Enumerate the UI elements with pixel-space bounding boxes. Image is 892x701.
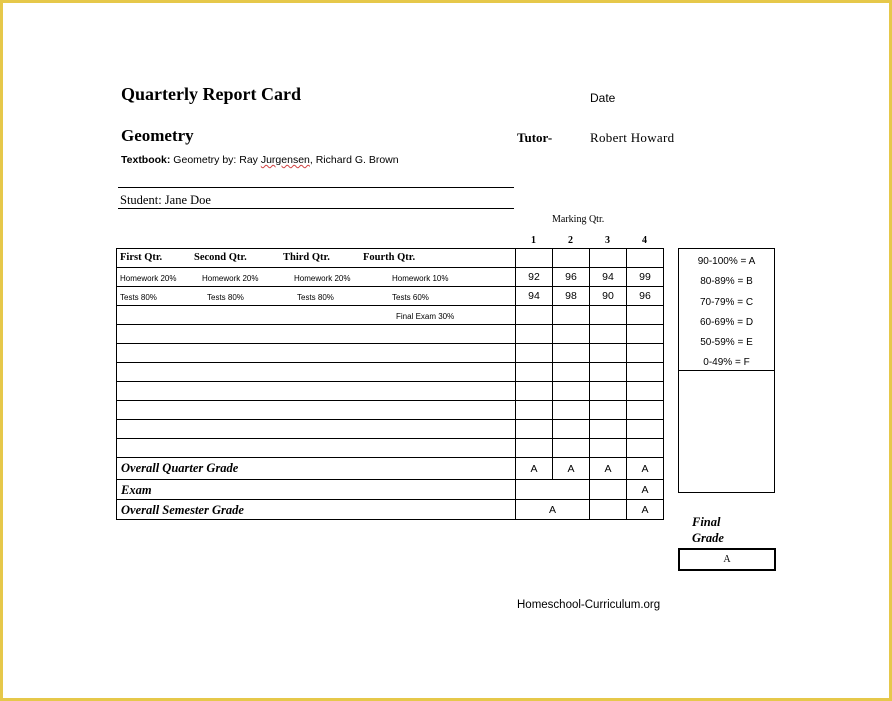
header-second-qtr: Second Qtr. <box>194 252 247 263</box>
scale-a: 90-100% = A <box>697 256 756 267</box>
homework-score-q1: 92 <box>516 268 553 287</box>
score-cell <box>627 249 664 268</box>
semester-q3 <box>590 500 627 520</box>
tests-score-q4: 96 <box>627 287 664 306</box>
table-row <box>117 420 664 439</box>
tests-weight-2: Tests 80% <box>207 293 244 302</box>
homework-weight-3: Homework 20% <box>294 274 351 283</box>
empty-cell <box>117 382 516 401</box>
score-cell <box>553 306 590 325</box>
score-cell <box>553 401 590 420</box>
tutor-label: Tutor- <box>517 130 553 145</box>
scale-divider <box>679 370 774 371</box>
semester-q4: A <box>627 500 664 520</box>
overall-quarter-q4: A <box>627 458 664 480</box>
textbook-pre: Geometry by: Ray <box>170 154 261 166</box>
score-cell <box>590 344 627 363</box>
homework-weight-4: Homework 10% <box>392 274 449 283</box>
homework-score-q4: 99 <box>627 268 664 287</box>
exam-label: Exam <box>121 483 152 497</box>
score-cell <box>590 306 627 325</box>
table-row <box>117 249 664 268</box>
footer-site: Homeschool-Curriculum.org <box>517 599 661 611</box>
tests-weight-3: Tests 80% <box>297 293 334 302</box>
tests-score-q1: 94 <box>516 287 553 306</box>
score-cell <box>516 363 553 382</box>
overall-quarter-q1: A <box>516 458 553 480</box>
score-cell <box>590 325 627 344</box>
final-exam-weight-cell <box>117 306 516 325</box>
exam-q1-q2 <box>516 480 590 500</box>
table-row <box>117 306 664 325</box>
empty-cell <box>117 325 516 344</box>
tests-weight-4: Tests 60% <box>392 293 429 302</box>
score-cell <box>553 344 590 363</box>
final-grade-value: A <box>678 548 776 571</box>
subject-title: Geometry <box>121 126 194 145</box>
score-cell <box>516 325 553 344</box>
table-row <box>117 439 664 458</box>
score-cell <box>590 382 627 401</box>
tests-weights <box>117 287 516 306</box>
empty-cell <box>117 401 516 420</box>
score-cell <box>553 382 590 401</box>
textbook-post: , Richard G. Brown <box>309 154 399 166</box>
empty-cell <box>117 439 516 458</box>
textbook-label: Textbook: <box>121 154 171 166</box>
table-row <box>117 268 664 287</box>
homework-score-q2: 96 <box>553 268 590 287</box>
marking-quarter-label: Marking Qtr. <box>552 214 605 225</box>
homework-weight-2: Homework 20% <box>202 274 259 283</box>
score-cell <box>516 344 553 363</box>
final-grade-label-line2: Grade <box>692 531 724 545</box>
homework-weights <box>117 268 516 287</box>
tests-weight-1: Tests 80% <box>120 293 157 302</box>
overall-quarter-label-cell <box>117 458 516 480</box>
score-cell <box>590 363 627 382</box>
header-fourth-qtr: Fourth Qtr. <box>363 252 416 263</box>
score-cell <box>553 325 590 344</box>
score-cell <box>590 439 627 458</box>
table-row <box>117 344 664 363</box>
empty-cell <box>117 420 516 439</box>
quarter-headers <box>117 249 516 268</box>
tutor-name: Robert Howard <box>590 130 675 145</box>
score-cell <box>590 401 627 420</box>
score-cell <box>553 439 590 458</box>
quarter-number-1: 1 <box>531 235 536 246</box>
scale-e: 50-59% = E <box>700 337 753 348</box>
grading-scale <box>678 248 775 493</box>
exam-label-cell <box>117 480 516 500</box>
score-cell <box>627 382 664 401</box>
final-grade-label-line1: Final <box>692 515 721 529</box>
exam-q4: A <box>627 480 664 500</box>
score-cell <box>627 401 664 420</box>
score-cell <box>516 249 553 268</box>
score-cell <box>553 420 590 439</box>
date-label: Date <box>590 91 616 105</box>
table-row <box>117 325 664 344</box>
empty-cell <box>117 344 516 363</box>
report-title: Quarterly Report Card <box>121 84 301 104</box>
semester-q1-q2: A <box>516 500 590 520</box>
quarter-number-3: 3 <box>605 235 610 246</box>
textbook-author-misspelled: Jurgensen <box>260 154 310 166</box>
homework-weight-1: Homework 20% <box>120 274 177 283</box>
textbook-line <box>121 154 399 166</box>
divider-student <box>118 208 514 209</box>
semester-label: Overall Semester Grade <box>121 503 244 517</box>
table-row <box>117 458 664 480</box>
score-cell <box>627 344 664 363</box>
empty-cell <box>117 363 516 382</box>
score-cell <box>516 382 553 401</box>
overall-quarter-q2: A <box>553 458 590 480</box>
overall-quarter-label: Overall Quarter Grade <box>121 461 239 475</box>
score-cell <box>553 363 590 382</box>
quarter-number-4: 4 <box>642 235 647 246</box>
score-cell <box>627 363 664 382</box>
score-cell <box>627 306 664 325</box>
score-cell <box>553 249 590 268</box>
homework-score-q3: 94 <box>590 268 627 287</box>
score-cell <box>516 439 553 458</box>
semester-label-cell <box>117 500 516 520</box>
score-cell <box>516 401 553 420</box>
score-cell <box>627 325 664 344</box>
table-row <box>117 382 664 401</box>
scale-d: 60-69% = D <box>699 317 754 328</box>
divider-top <box>118 187 514 188</box>
header-first-qtr: First Qtr. <box>120 252 163 263</box>
scale-c: 70-79% = C <box>699 297 754 308</box>
score-cell <box>516 420 553 439</box>
student-name: Student: Jane Doe <box>120 193 211 207</box>
table-row <box>117 363 664 382</box>
final-grade-label <box>692 514 724 546</box>
scale-f: 0-49% = F <box>703 357 750 368</box>
score-cell <box>590 249 627 268</box>
score-cell <box>627 420 664 439</box>
table-row <box>117 287 664 306</box>
table-row <box>117 500 664 520</box>
final-exam-weight: Final Exam 30% <box>396 312 455 321</box>
exam-q3 <box>590 480 627 500</box>
overall-quarter-q3: A <box>590 458 627 480</box>
header-third-qtr: Third Qtr. <box>283 252 330 263</box>
table-row <box>117 480 664 500</box>
grades-table <box>116 248 664 520</box>
tests-score-q2: 98 <box>553 287 590 306</box>
table-row <box>117 401 664 420</box>
tests-score-q3: 90 <box>590 287 627 306</box>
score-cell <box>516 306 553 325</box>
scale-b: 80-89% = B <box>700 276 753 287</box>
quarter-number-2: 2 <box>568 235 573 246</box>
score-cell <box>590 420 627 439</box>
score-cell <box>627 439 664 458</box>
